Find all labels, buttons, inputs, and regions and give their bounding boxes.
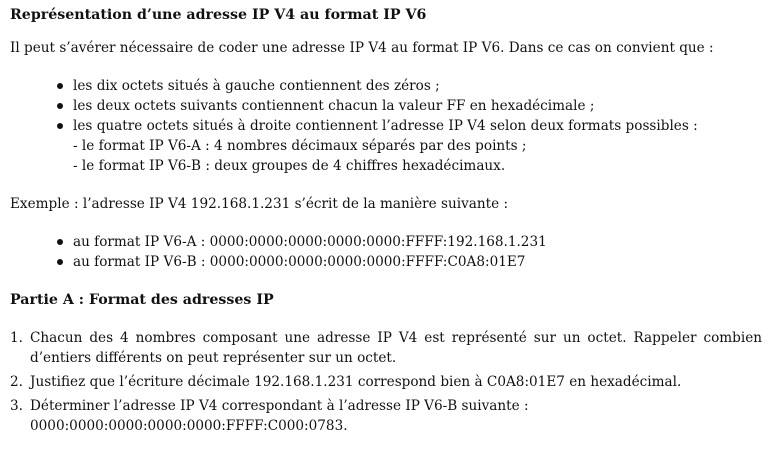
examples-list [10,232,762,272]
rule-text: les deux octets suivants contiennent chacun la valeur FF en hexadécimale ; [73,98,595,114]
list-item [57,252,762,272]
example-text: au format IP V6-B : 0000:0000:0000:0000:0000:FFFF:C0A8:01E7 [73,254,526,270]
list-item [57,96,762,116]
rules-list [10,76,762,176]
spacer [10,58,762,76]
format-item: - le format IP V6-A : 4 nombres décimaux séparés par des points ; [73,138,527,154]
bullet-icon [57,83,63,89]
list-item [57,116,762,176]
intro-paragraph: Il peut s’avérer nécessaire de coder une adresse IP V4 au format IP V6. Dans ce cas on convient que : [10,40,714,56]
question-item [10,372,762,392]
spacer [10,272,762,290]
question-text: Déterminer l’adresse IP V4 correspondant à l’adresse IP V6-B suivante : [30,398,529,414]
question-address: 0000:0000:0000:0000:0000:FFFF:C000:0783. [30,418,348,434]
question-item [10,328,762,368]
example-intro: Exemple : l’adresse IP V4 192.168.1.231 s’écrit de la manière suivante : [10,196,509,212]
spacer [10,176,762,194]
bullet-icon [57,123,63,129]
format-sublist [73,136,762,176]
format-item: - le format IP V6-B : deux groupes de 4 chiffres hexadécimaux. [73,158,506,174]
spacer [10,310,762,328]
section-title: Représentation d’une adresse IP V4 au format IP V6 [10,7,427,23]
bullet-icon [57,239,63,245]
question-text: Justifiez que l’écriture décimale 192.168.1.231 correspond bien à C0A8:01E7 en hexadécimal. [30,374,682,390]
part-title: Partie A : Format des adresses IP [10,292,274,308]
spacer [10,214,762,232]
bullet-icon [57,103,63,109]
question-item [10,396,762,436]
question-text: Chacun des 4 nombres composant une adresse IP V4 est représenté sur un octet. Rappeler combien d’entiers différents on peut représenter sur un octet. [30,330,762,366]
example-text: au format IP V6-A : 0000:0000:0000:0000:0000:FFFF:192.168.1.231 [73,234,547,250]
rule-text: les quatre octets situés à droite contiennent l’adresse IP V4 selon deux formats possibles : [73,118,698,134]
bullet-icon [57,259,63,265]
question-number: 3. [10,398,23,414]
questions-list [10,328,762,436]
list-item [57,232,762,252]
document [10,5,762,440]
rule-text: les dix octets situés à gauche contiennent des zéros ; [73,78,440,94]
spacer [10,25,762,38]
question-number: 2. [10,374,23,390]
question-number: 1. [10,330,23,346]
list-item [57,76,762,96]
